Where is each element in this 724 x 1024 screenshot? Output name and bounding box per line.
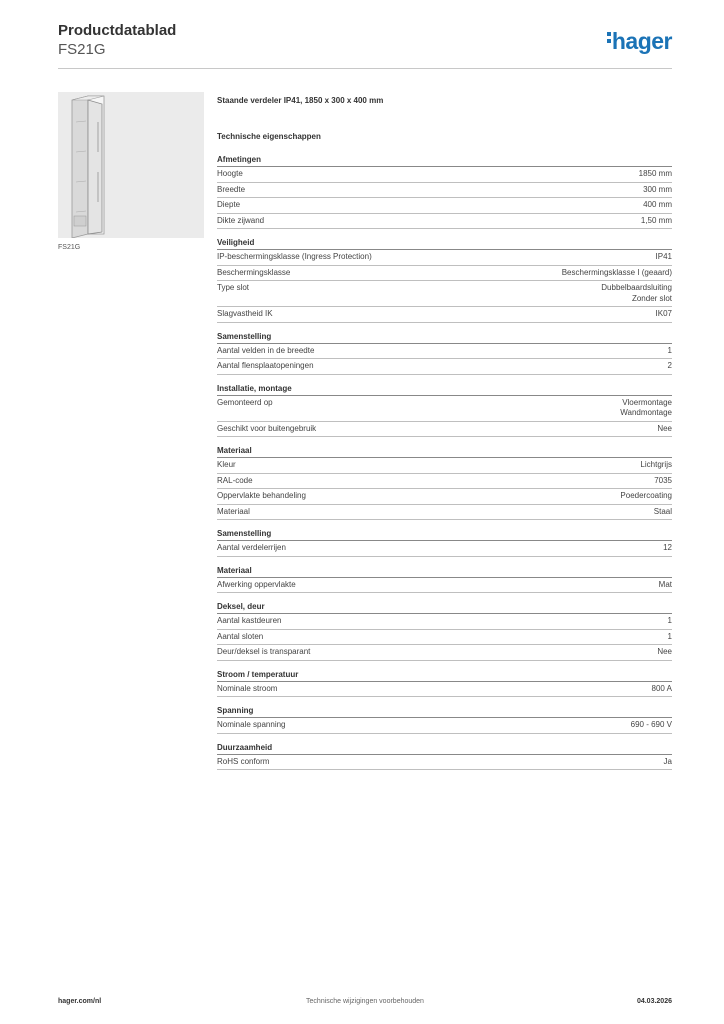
spec-section xyxy=(217,529,672,557)
section-title: Duurzaamheid xyxy=(217,743,672,755)
spec-row xyxy=(217,281,672,307)
spec-row xyxy=(217,578,672,594)
spec-label: Nominale spanning xyxy=(217,720,286,729)
spec-row xyxy=(217,645,672,661)
hager-logo xyxy=(607,28,672,55)
spec-section xyxy=(217,332,672,375)
spec-section xyxy=(217,446,672,520)
spec-label: Gemonteerd op xyxy=(217,397,273,407)
section-title: Afmetingen xyxy=(217,155,672,167)
spec-value: Mat xyxy=(658,579,672,589)
spec-row xyxy=(217,630,672,646)
spec-label: Hoogte xyxy=(217,169,243,178)
section-title: Samenstelling xyxy=(217,332,672,344)
spec-value: 690 - 690 V xyxy=(630,720,672,729)
spec-value: Nee xyxy=(657,647,672,656)
spec-label: Aantal velden in de breedte xyxy=(217,345,315,355)
spec-section xyxy=(217,670,672,698)
spec-label: Dikte zijwand xyxy=(217,215,265,225)
spec-section xyxy=(217,238,672,323)
spec-value: 800 A xyxy=(651,683,672,693)
spec-value: Lichtgrijs xyxy=(640,460,672,469)
spec-label: Aantal verdelerrijen xyxy=(217,543,286,552)
spec-label: Beschermingsklasse xyxy=(217,267,291,277)
spec-label: RoHS conform xyxy=(217,756,270,766)
spec-value: 1,50 mm xyxy=(640,215,672,225)
spec-row xyxy=(217,505,672,521)
spec-content xyxy=(217,96,672,770)
product-image xyxy=(58,92,204,238)
section-title: Installatie, montage xyxy=(217,384,672,396)
spec-label: Geschikt voor buitengebruik xyxy=(217,423,317,433)
spec-value: Vloermontage Wandmontage xyxy=(620,397,672,417)
spec-section xyxy=(217,384,672,438)
spec-row xyxy=(217,183,672,199)
logo-dots-icon xyxy=(607,32,611,46)
spec-value: 400 mm xyxy=(643,200,672,209)
section-title: Materiaal xyxy=(217,446,672,458)
spec-value: IK07 xyxy=(655,309,672,318)
spec-value: 7035 xyxy=(654,475,672,485)
spec-row xyxy=(217,422,672,438)
logo-text: hager xyxy=(611,28,672,54)
page-subtitle: FS21G xyxy=(58,41,106,58)
spec-value: 1 xyxy=(667,345,672,355)
spec-row xyxy=(217,167,672,183)
footer-disclaimer: Technische wijzigingen voorbehouden xyxy=(306,998,424,1005)
footer-date: 04.03.2026 xyxy=(636,998,672,1005)
spec-value: 1 xyxy=(667,616,672,625)
cabinet-illustration-icon xyxy=(58,92,204,238)
spec-value: Poedercoating xyxy=(620,491,672,500)
spec-label: Materiaal xyxy=(217,506,250,516)
spec-row xyxy=(217,474,672,490)
spec-row xyxy=(217,718,672,734)
page-header xyxy=(58,22,672,69)
spec-row xyxy=(217,359,672,375)
page-title: Productdatablad xyxy=(58,22,177,39)
spec-label: Type slot xyxy=(217,283,250,292)
spec-section xyxy=(217,602,672,661)
section-title: Stroom / temperatuur xyxy=(217,670,672,682)
spec-value: Dubbelbaardsluiting Zonder slot xyxy=(601,283,672,303)
spec-value: 300 mm xyxy=(643,184,672,194)
spec-value: 1850 mm xyxy=(638,169,672,178)
spec-label: RAL-code xyxy=(217,475,253,485)
spec-label: Aantal sloten xyxy=(217,631,264,641)
spec-label: IP-beschermingsklasse (Ingress Protection) xyxy=(217,252,372,261)
spec-value: 2 xyxy=(667,361,672,370)
spec-label: Breedte xyxy=(217,184,246,194)
spec-section xyxy=(217,566,672,594)
section-title: Veiligheid xyxy=(217,238,672,250)
spec-row xyxy=(217,682,672,698)
section-title: Samenstelling xyxy=(217,529,672,541)
spec-section xyxy=(217,706,672,734)
spec-label: Aantal kastdeuren xyxy=(217,616,282,625)
spec-label: Deur/deksel is transparant xyxy=(217,647,311,656)
spec-value: Nee xyxy=(657,423,672,433)
spec-row xyxy=(217,344,672,360)
spec-label: Oppervlakte behandeling xyxy=(217,491,306,500)
spec-row xyxy=(217,198,672,214)
spec-sections xyxy=(217,155,672,770)
spec-row xyxy=(217,755,672,771)
spec-row xyxy=(217,396,672,422)
tech-heading: Technische eigenschappen xyxy=(217,132,321,141)
spec-row xyxy=(217,266,672,282)
footer-website: hager.com/nl xyxy=(58,998,102,1005)
spec-value: Staal xyxy=(653,506,672,516)
section-title: Materiaal xyxy=(217,566,672,578)
spec-row xyxy=(217,614,672,630)
spec-row xyxy=(217,458,672,474)
spec-label: Nominale stroom xyxy=(217,683,278,693)
spec-row xyxy=(217,307,672,323)
spec-row xyxy=(217,489,672,505)
spec-row xyxy=(217,214,672,230)
spec-section xyxy=(217,155,672,229)
product-heading: Staande verdeler IP41, 1850 x 300 x 400 mm xyxy=(217,96,384,105)
spec-value: 1 xyxy=(667,631,672,641)
spec-value: 12 xyxy=(663,543,672,552)
spec-value: Beschermingsklasse I (geaard) xyxy=(561,267,672,277)
spec-row xyxy=(217,541,672,557)
section-title: Deksel, deur xyxy=(217,602,672,614)
spec-label: Kleur xyxy=(217,460,236,469)
spec-label: Slagvastheid IK xyxy=(217,309,273,318)
spec-value: Ja xyxy=(663,756,672,766)
spec-section xyxy=(217,743,672,771)
image-caption: FS21G xyxy=(58,244,81,251)
spec-label: Aantal flensplaatopeningen xyxy=(217,361,314,370)
spec-value: IP41 xyxy=(655,252,672,261)
spec-label: Diepte xyxy=(217,200,241,209)
section-title: Spanning xyxy=(217,706,672,718)
spec-label: Afwerking oppervlakte xyxy=(217,579,296,589)
spec-row xyxy=(217,250,672,266)
